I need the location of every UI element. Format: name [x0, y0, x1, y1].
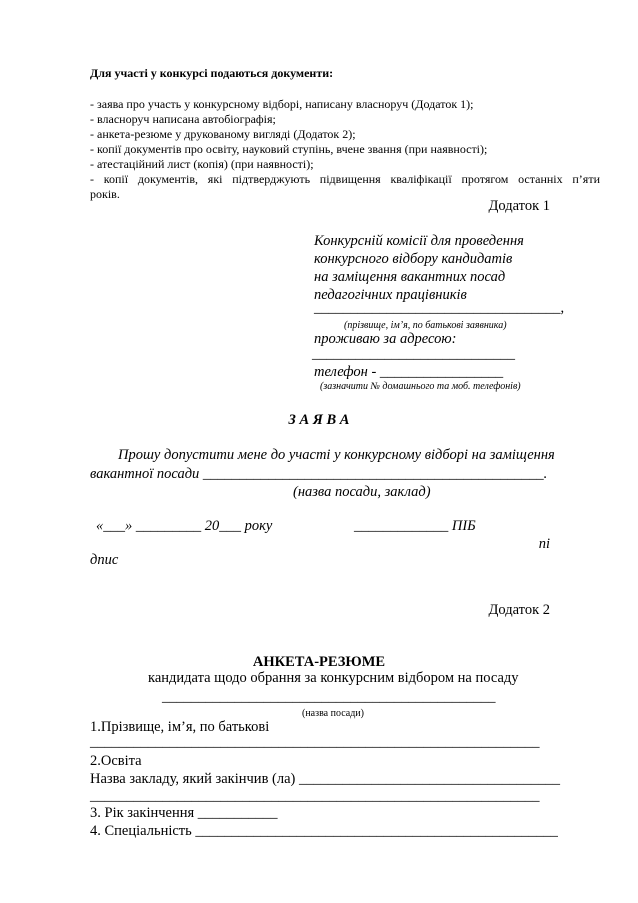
- list-item: - атестаційний лист (копія) (при наявності);: [90, 157, 314, 171]
- intro-heading: Для участі у конкурсі подаються документи:: [90, 66, 334, 80]
- form-field-education: 2.Освіта: [90, 753, 142, 769]
- signature-caption-part: дпис: [90, 552, 119, 568]
- form-field-institution: Назва закладу, який закінчив (ла) ____________________________________: [90, 771, 560, 787]
- addressee-line: конкурсного відбору кандидатів: [314, 251, 513, 267]
- applicant-name-line: __________________________________,: [314, 300, 565, 316]
- resume-position-caption: (назва посади): [302, 708, 364, 719]
- appendix-1-label: Додаток 1: [488, 198, 550, 214]
- form-field-specialty: 4. Спеціальність __________________________________________________: [90, 823, 558, 839]
- phone-caption: (зазначити № домашнього та моб. телефонів): [320, 381, 521, 392]
- signature-caption-part: пі: [538, 536, 550, 552]
- addressee-line: Конкурсній комісії для проведення: [314, 233, 524, 249]
- phone-line: телефон - _________________: [314, 364, 504, 380]
- appendix-2-label: Додаток 2: [488, 602, 550, 618]
- form-field-institution-line: ______________________________________________________________: [90, 788, 540, 804]
- list-item: - копії документів про освіту, науковий ступінь, вчене звання (при наявності);: [90, 142, 488, 156]
- resume-position-line: ______________________________________________: [162, 689, 496, 705]
- form-field-fullname: 1.Прізвище, ім’я, по батькові: [90, 719, 270, 735]
- resume-subtitle: кандидата щодо обрання за конкурсним відбором на посаду: [148, 670, 519, 686]
- signature-line: _____________ ПІБ: [354, 518, 476, 534]
- request-text-position: вакантної посади _______________________________________________.: [90, 466, 548, 482]
- form-field-fullname-line: ______________________________________________________________: [90, 734, 540, 750]
- statement-title: З А Я В А: [288, 412, 350, 428]
- resume-title: АНКЕТА-РЕЗЮМЕ: [252, 654, 386, 670]
- list-item: - заява про участь у конкурсному відборі, написану власноруч (Додаток 1);: [90, 97, 474, 111]
- address-line: ____________________________: [312, 346, 515, 362]
- list-item: - власноруч написана автобіографія;: [90, 112, 276, 126]
- applicant-name-caption: (прізвище, ім’я, по батькові заявника): [344, 320, 507, 331]
- form-field-graduation-year: 3. Рік закінчення ___________: [90, 805, 278, 821]
- list-item: - анкета-резюме у друкованому вигляді (Додаток 2);: [90, 127, 356, 141]
- request-text: Прошу допустити мене до участі у конкурсному відборі на заміщення: [118, 447, 555, 463]
- list-item: - копії документів, які підтверджують підвищення кваліфікації протягом останніх п’яти: [90, 172, 600, 186]
- position-caption: (назва посади, заклад): [293, 484, 431, 500]
- date-line: «___» _________ 20___ року: [96, 518, 273, 534]
- address-label: проживаю за адресою:: [314, 331, 457, 347]
- addressee-line: на заміщення вакантних посад: [314, 269, 506, 285]
- addressee-line: педагогічних працівників: [314, 287, 467, 303]
- list-item: років.: [90, 187, 120, 201]
